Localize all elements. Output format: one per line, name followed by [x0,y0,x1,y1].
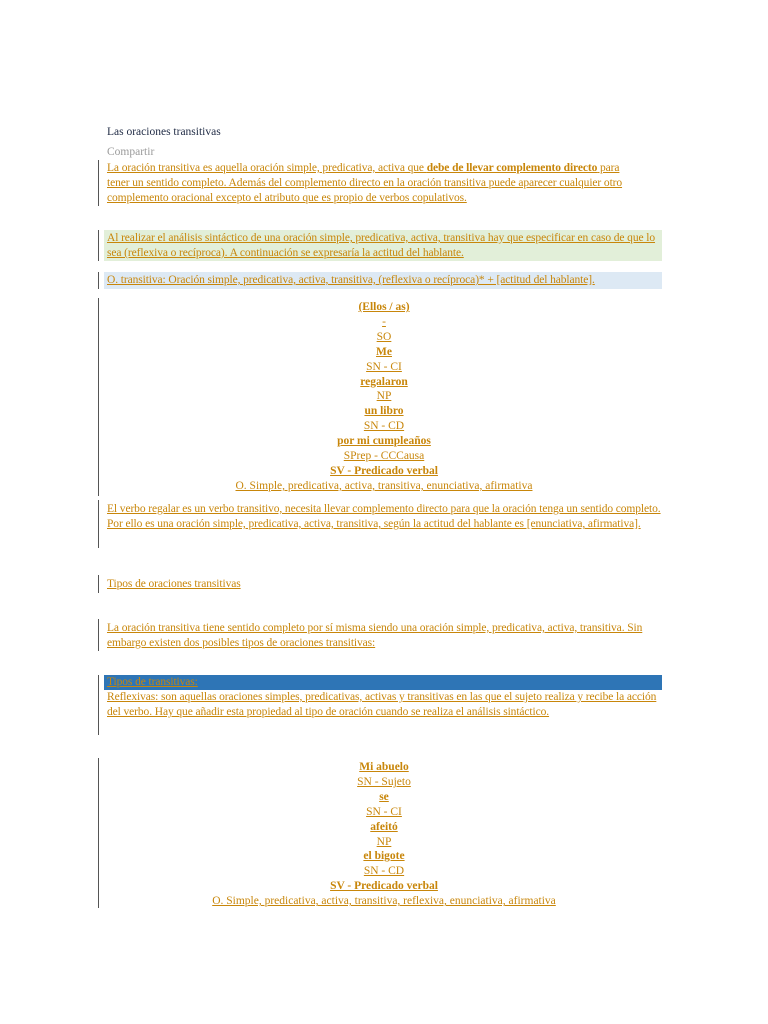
left-rule [98,230,99,261]
example1-line: SN - CI [366,360,402,373]
example2-summary: O. Simple, predicativa, activa, transitiva, reflexiva, enunciativa, afirmativa [212,895,556,908]
example1-line: regalaron [360,375,408,388]
example2-line: el bigote [363,850,405,863]
left-rule [98,619,99,651]
page-title: Las oraciones transitivas [107,126,221,138]
example2-line: SN - Sujeto [357,775,411,788]
example2-line: Mi abuelo [359,761,409,773]
types-box-title: Tipos de transitivas: [107,676,198,688]
example1-line: NP [376,390,392,403]
example1-line: SV - Predicado verbal [330,464,438,477]
example1-line: Me [376,345,392,358]
intro-text-1: La oración transitiva es aquella oración simple, predicativa, activa que [107,162,427,174]
example2-line: SN - CI [366,805,402,818]
example2-line: SN - CD [363,865,405,878]
left-rule [98,272,99,289]
example1-line: SN - CD [363,420,405,433]
example2-line: NP [376,835,392,848]
example2-line: SV - Predicado verbal [330,880,438,893]
example1-line: SPrep - CCCausa [343,450,425,463]
example1-line: SO [376,330,392,343]
analysis-note: Al realizar el análisis sintáctico de una oración simple, predicativa, activa, transitiva hay que especificar en caso de que lo sea (reflexiva o recíproca). A continuación se expresaría la actitud del hablante. [107,232,656,259]
intro-bold: debe de llevar complemento directo [426,162,598,174]
left-rule [98,500,99,548]
reflexive-definition: Reflexivas: son aquellas oraciones simples, predicativas, activas y transitivas en las que el sujeto realiza y recibe la acción del verbo. Hay que añadir esta propiedad al tipo de oración cuando se realiza el análisis sintáctico. [107,691,657,718]
example2-analysis [98,760,670,909]
left-rule [98,160,99,206]
example2-line: afeitó [370,820,398,833]
types-heading: Tipos de oraciones transitivas [107,578,241,590]
formula: O. transitiva: Oración simple, predicativa, activa, transitiva, (reflexiva o recíproca)* + [actitud del hablante]. [107,274,595,286]
left-rule [98,675,99,735]
share-link[interactable]: Compartir [107,146,155,158]
example1-line: - [382,315,386,328]
example1-line: (Ellos / as) [358,301,410,313]
intro-paragraph [107,161,632,206]
example2-line: se [379,790,389,803]
intro-text-2: para tener un sentido completo. Además del complemento directo en la oración transitiva puede aparecer cualquier otro complemento oracional excepto el atributo que es propio de verbos copulativos. [107,162,623,204]
example1-line: por mi cumpleaños [337,435,431,448]
example1-line: un libro [364,405,404,418]
explanation: El verbo regalar es un verbo transitivo, necesita llevar complemento directo para que la oración tenga un sentido completo. Por ello es una oración simple, predicativa, activa, transitiva, según la actitud del hablante es [enunciativa, afirmativa]. [107,503,661,530]
types-intro: La oración transitiva tiene sentido completo por sí misma siendo una oración simple, predicativa, activa, transitiva. Sin embargo existen dos posibles tipos de oraciones transitivas: [107,622,643,649]
example1-summary: O. Simple, predicativa, activa, transitiva, enunciativa, afirmativa [235,479,533,492]
left-rule [98,575,99,593]
example1-analysis [98,300,670,494]
